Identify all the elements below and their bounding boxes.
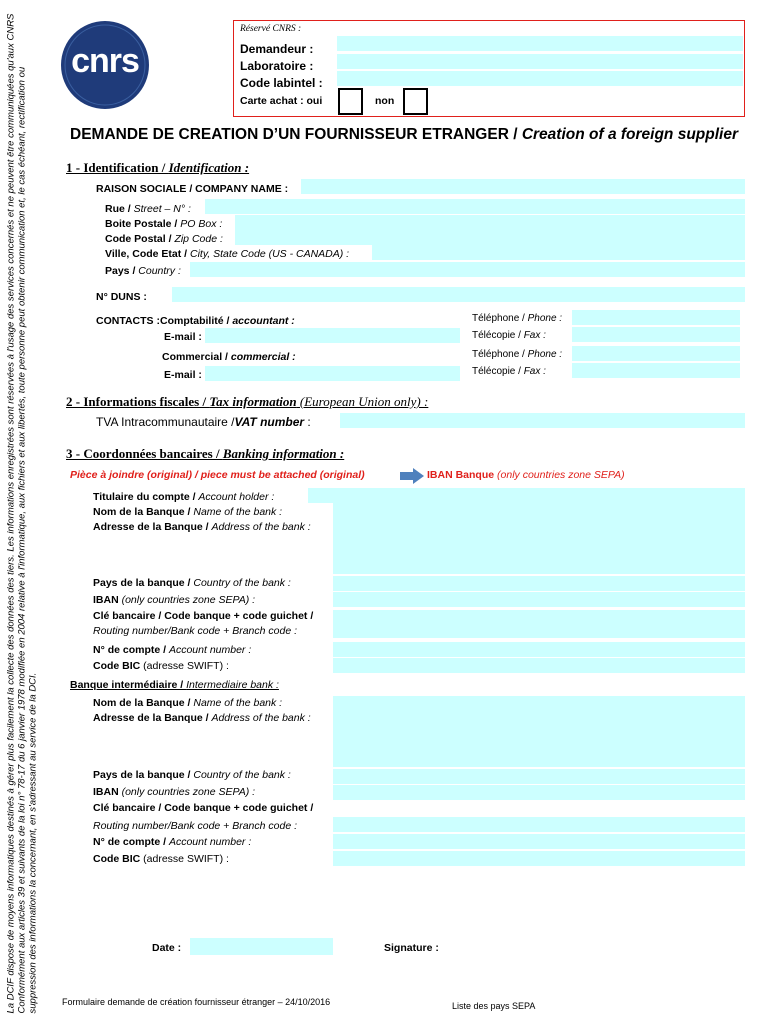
- pays-banque-label: [93, 577, 291, 589]
- tel1-label: [472, 313, 562, 324]
- iban2-label: [93, 786, 255, 798]
- side-note-line-1: La DCIF dispose de moyens informatiques destinés à gérer plus facilement la collecte des données des tiers. Les informations enregistrées sont réservées à l'usage des services concernés et ne peuvent être communiquées qu'aux CNRS: [5, 13, 17, 1014]
- iban2-en: (only countries zone SEPA) :: [121, 786, 256, 798]
- demandeur-label: Demandeur :: [240, 42, 314, 56]
- fax2-fr: Télécopie /: [472, 366, 524, 377]
- section2-heading-note: (European Union only) :: [296, 394, 429, 409]
- rue-label: [105, 203, 191, 215]
- code-bic-field[interactable]: [333, 658, 745, 673]
- side-note-line-3: suppression des informations la concernant, en s'adressant au service de la DCI.: [27, 672, 39, 1014]
- adresse-banque2-label: [93, 712, 311, 724]
- adresse2-en: Address of the bank :: [211, 712, 311, 724]
- tva-en: VAT number: [234, 415, 305, 429]
- tva-label: [96, 415, 311, 429]
- fax2-en: Fax :: [523, 366, 546, 377]
- email1-field[interactable]: [205, 328, 460, 343]
- inter-fr: Banque intermédiaire /: [70, 679, 187, 691]
- form-name: Formulaire demande de création fournisseur étranger – 24/10/2016: [62, 997, 331, 1007]
- code-postal-field[interactable]: [235, 230, 745, 245]
- section2-heading-en: Tax information: [209, 394, 297, 409]
- code-labintel-field[interactable]: [337, 71, 743, 86]
- nom-banque-label: [93, 506, 282, 518]
- bic-fr: Code BIC: [93, 660, 144, 672]
- pays-label: [105, 265, 181, 277]
- tva-colon: :: [304, 415, 311, 429]
- ville-field[interactable]: [372, 245, 745, 260]
- routing2-label: Routing number/Bank code + Branch code :: [93, 820, 298, 832]
- fax2-field[interactable]: [572, 363, 740, 378]
- cp-en: Zip Code :: [174, 233, 223, 245]
- code-labintel-label: Code labintel :: [240, 76, 323, 90]
- code-postal-label: [105, 233, 223, 245]
- code-bic2-field[interactable]: [333, 851, 745, 866]
- boite-postale-field[interactable]: [235, 215, 745, 230]
- commercial-label: [162, 351, 296, 363]
- nom-banque2-field[interactable]: [333, 696, 745, 711]
- rue-en: Street – N° :: [133, 203, 191, 215]
- tel2-field[interactable]: [572, 346, 740, 361]
- compta-en: accountant :: [232, 315, 295, 327]
- tel1-field[interactable]: [572, 310, 740, 325]
- ville-en: City, State Code (US - CANADA) :: [190, 248, 350, 260]
- tel1-fr: Téléphone /: [472, 313, 528, 324]
- iban-fr: IBAN: [93, 594, 122, 606]
- contacts-label: CONTACTS :: [96, 315, 160, 327]
- laboratoire-label: Laboratoire :: [240, 59, 314, 73]
- date-field[interactable]: [190, 938, 333, 955]
- page-title: [70, 126, 738, 144]
- cle-bancaire2-field[interactable]: [333, 817, 745, 832]
- tel2-label: [472, 349, 562, 360]
- pays-banque2-en: Country of the bank :: [193, 769, 291, 781]
- nom-banque2-en: Name of the bank :: [193, 697, 283, 709]
- tva-fr: TVA Intracommunautaire /: [96, 415, 235, 429]
- inter-en: Intermediaire bank :: [186, 679, 279, 691]
- routing-label: Routing number/Bank code + Branch code :: [93, 625, 298, 637]
- section1-heading: [66, 160, 249, 176]
- signature-label: Signature :: [384, 942, 439, 954]
- email1-label: E-mail :: [164, 331, 202, 343]
- commercial-en: commercial :: [230, 351, 296, 363]
- raison-sociale-label: RAISON SOCIALE / COMPANY NAME :: [96, 183, 289, 195]
- adresse-banque2-field[interactable]: [333, 711, 745, 767]
- tel2-en: Phone :: [527, 349, 563, 360]
- pays-banque-field[interactable]: [333, 576, 745, 591]
- compte2-fr: N° de compte /: [93, 836, 169, 848]
- demandeur-field[interactable]: [337, 36, 743, 51]
- pays-banque2-fr: Pays de la banque /: [93, 769, 194, 781]
- sepa-list-link[interactable]: Liste des pays SEPA: [452, 1001, 536, 1011]
- carte-achat-oui-checkbox[interactable]: [338, 88, 363, 115]
- boite-en: PO Box :: [180, 218, 223, 230]
- section1-heading-en: Identification :: [168, 160, 250, 175]
- comptabilite-label: [160, 315, 295, 327]
- email2-label: E-mail :: [164, 369, 202, 381]
- side-note-line-2: Conformément aux articles 39 et suivants de la loi n° 78-17 du 6 janvier 1978 modifiée en 2004 relative à l'informatique, aux fichiers et aux libertés, toute personne peut obtenir communication et, le cas échéant, rectification ou: [16, 66, 28, 1014]
- section2-heading: [66, 394, 428, 410]
- compta-fr: Comptabilité /: [160, 315, 233, 327]
- code-bic2-label: [93, 853, 229, 865]
- adresse-banque-field[interactable]: [333, 518, 745, 574]
- laboratoire-field[interactable]: [337, 54, 743, 69]
- pays-banque-fr: Pays de la banque /: [93, 577, 194, 589]
- tel1-en: Phone :: [527, 313, 563, 324]
- iban2-fr: IBAN: [93, 786, 122, 798]
- section3-heading-en: Banking information :: [222, 446, 345, 461]
- duns-label: N° DUNS :: [96, 291, 147, 303]
- numero-compte2-label: [93, 836, 251, 848]
- bic-en: (adresse SWIFT) :: [143, 660, 229, 672]
- cnrs-logo: [60, 20, 150, 110]
- section3-heading-fr: 3 - Coordonnées bancaires /: [66, 446, 223, 461]
- titulaire-en: Account holder :: [198, 491, 275, 503]
- adresse-fr: Adresse de la Banque /: [93, 521, 212, 533]
- fax1-label: [472, 330, 546, 341]
- pays-fr: Pays /: [105, 265, 139, 277]
- fax1-en: Fax :: [523, 330, 546, 341]
- section2-heading-fr: 2 - Informations fiscales /: [66, 394, 210, 409]
- nom-banque2-fr: Nom de la Banque /: [93, 697, 194, 709]
- banque-intermediaire-label: [70, 679, 279, 691]
- iban-banque-note: [427, 469, 625, 481]
- cle-bancaire2-label: Clé bancaire / Code banque + code guichet /: [93, 802, 314, 814]
- compte-fr: N° de compte /: [93, 644, 169, 656]
- rue-fr: Rue /: [105, 203, 134, 215]
- nom-banque2-label: [93, 697, 282, 709]
- rue-field[interactable]: [205, 199, 745, 214]
- email2-field[interactable]: [205, 366, 460, 381]
- section1-heading-fr: 1 - Identification /: [66, 160, 169, 175]
- bic2-fr: Code BIC: [93, 853, 144, 865]
- iban-label: [93, 594, 255, 606]
- compte2-en: Account number :: [168, 836, 252, 848]
- title-en: Creation of a foreign supplier: [521, 126, 738, 143]
- commercial-fr: Commercial /: [162, 351, 231, 363]
- compte-en: Account number :: [168, 644, 252, 656]
- titulaire-label: [93, 491, 274, 503]
- iban-field[interactable]: [333, 592, 745, 607]
- fax2-label: [472, 366, 546, 377]
- piece-jointe-note: Pièce à joindre (original) / piece must be attached (original): [70, 469, 365, 481]
- boite-postale-label: [105, 218, 222, 230]
- pays-field[interactable]: [190, 262, 745, 277]
- nom-banque-en: Name of the bank :: [193, 506, 283, 518]
- duns-field[interactable]: [172, 287, 745, 302]
- ville-label: [105, 248, 349, 260]
- code-bic-label: [93, 660, 229, 672]
- numero-compte-field[interactable]: [333, 642, 745, 657]
- nom-banque-fr: Nom de la Banque /: [93, 506, 194, 518]
- tva-field[interactable]: [340, 413, 745, 428]
- title-fr: DEMANDE DE CREATION D’UN FOURNISSEUR ETRANGER /: [70, 126, 522, 143]
- cp-fr: Code Postal /: [105, 233, 175, 245]
- raison-sociale-field[interactable]: [301, 179, 745, 194]
- carte-achat-non-checkbox[interactable]: [403, 88, 428, 115]
- carte-achat-label: Carte achat : oui: [240, 95, 323, 107]
- tel2-fr: Téléphone /: [472, 349, 528, 360]
- titulaire-field[interactable]: [308, 488, 745, 503]
- fax1-field[interactable]: [572, 327, 740, 342]
- pays-banque-en: Country of the bank :: [193, 577, 291, 589]
- pays-en: Country :: [138, 265, 181, 277]
- adresse-en: Address of the bank :: [211, 521, 311, 533]
- iban-en: (only countries zone SEPA) :: [121, 594, 256, 606]
- adresse-banque-label: [93, 521, 311, 533]
- numero-compte-label: [93, 644, 251, 656]
- cle-bancaire-label: Clé bancaire / Code banque + code guichet /: [93, 610, 314, 622]
- ville-fr: Ville, Code Etat /: [105, 248, 190, 260]
- non-label: non: [375, 95, 395, 107]
- numero-compte2-field[interactable]: [333, 834, 745, 849]
- adresse2-fr: Adresse de la Banque /: [93, 712, 212, 724]
- bic2-en: (adresse SWIFT) :: [143, 853, 229, 865]
- pays-banque2-field[interactable]: [333, 769, 745, 784]
- nom-banque-field[interactable]: [333, 503, 745, 518]
- privacy-side-note: [6, 14, 39, 1014]
- section3-heading: [66, 446, 344, 462]
- boite-fr: Boite Postale /: [105, 218, 181, 230]
- iban-banque-bold: IBAN Banque: [427, 469, 498, 481]
- date-label: Date :: [152, 942, 182, 954]
- iban-banque-italic: (only countries zone SEPA): [497, 469, 625, 481]
- reserve-title: Réservé CNRS :: [240, 24, 302, 34]
- pays-banque2-label: [93, 769, 291, 781]
- titulaire-fr: Titulaire du compte /: [93, 491, 199, 503]
- fax1-fr: Télécopie /: [472, 330, 524, 341]
- logo-text: cnrs: [71, 42, 139, 80]
- iban2-field[interactable]: [333, 785, 745, 800]
- cle-bancaire-field[interactable]: [333, 610, 745, 638]
- arrow-right-icon: [400, 468, 424, 484]
